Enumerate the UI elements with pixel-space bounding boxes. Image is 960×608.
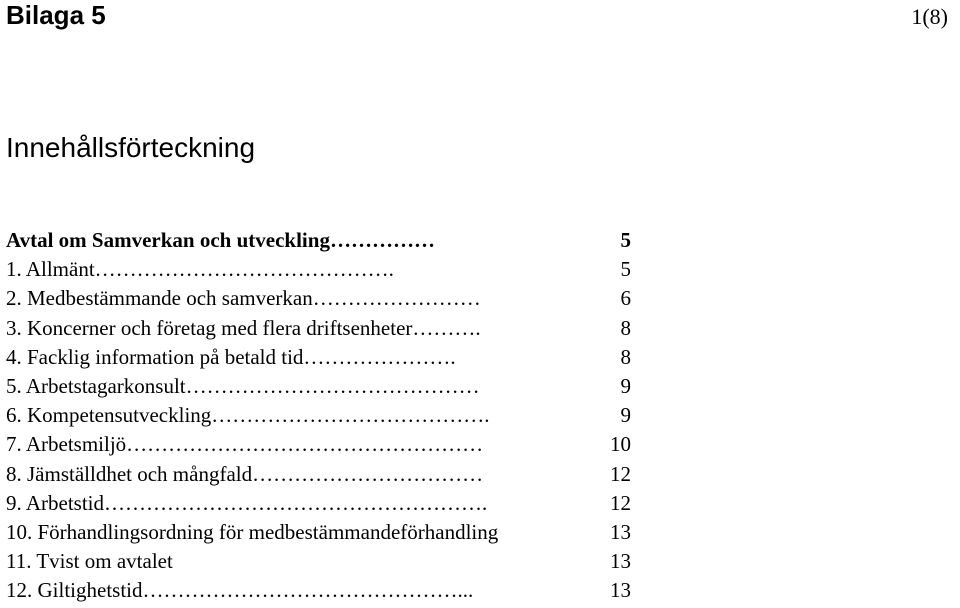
- appendix-title: Bilaga 5: [6, 0, 106, 30]
- toc-entry-page: 5: [620, 257, 631, 282]
- toc-entry[interactable]: [6, 547, 646, 576]
- toc-entry-title: 10. Förhandlingsordning för medbestämmandeförhandling: [6, 519, 499, 544]
- toc-entry-title: 9. Arbetstid……………………………………………….: [6, 490, 488, 515]
- toc-entry-title: Avtal om Samverkan och utveckling……………: [6, 228, 435, 252]
- toc-entry[interactable]: [6, 314, 646, 343]
- toc-entry-page: 13: [610, 578, 631, 603]
- table-of-contents: [6, 226, 646, 605]
- toc-entry-page: 8: [620, 344, 631, 369]
- toc-entry[interactable]: [6, 226, 646, 255]
- toc-entry-title: 2. Medbestämmande och samverkan……………………: [6, 286, 481, 311]
- toc-entry-title: 7. Arbetsmiljö……………………………………………: [6, 432, 484, 457]
- toc-entry-page: 13: [610, 519, 631, 544]
- toc-entry-page: 5: [620, 228, 631, 252]
- toc-entry-page: 12: [610, 461, 631, 486]
- toc-entry-title: 4. Facklig information på betald tid………………….: [6, 344, 456, 369]
- toc-entry-title: 8. Jämställdhet och mångfald……………………………: [6, 461, 484, 486]
- toc-entry-page: 8: [620, 315, 631, 340]
- toc-entry[interactable]: [6, 284, 646, 313]
- page-indicator: 1(8): [911, 4, 948, 29]
- toc-entry[interactable]: [6, 576, 646, 605]
- toc-entry-title: 12. Giltighetstid………………………………………...: [6, 578, 474, 603]
- toc-entry-page: 10: [610, 432, 631, 457]
- toc-entry-title: 6. Kompetensutveckling………………………………….: [6, 403, 490, 428]
- toc-entry-page: 13: [610, 549, 631, 574]
- toc-entry-title: 3. Koncerner och företag med flera driftsenheter……….: [6, 315, 481, 340]
- toc-entry-page: 12: [610, 490, 631, 515]
- toc-entry-title: 1. Allmänt…………………………………….: [6, 257, 394, 282]
- toc-entry-page: 9: [620, 403, 631, 428]
- toc-entry-title: 5. Arbetstagarkonsult……………………………………: [6, 373, 480, 398]
- toc-entry[interactable]: [6, 343, 646, 372]
- toc-entry[interactable]: [6, 372, 646, 401]
- toc-entry[interactable]: [6, 489, 646, 518]
- toc-entry[interactable]: [6, 255, 646, 284]
- toc-entry[interactable]: [6, 430, 646, 459]
- page-title: Innehållsförteckning: [6, 132, 256, 163]
- toc-entry-title: 11. Tvist om avtalet: [6, 549, 173, 574]
- toc-entry-page: 9: [620, 373, 631, 398]
- toc-entry[interactable]: [6, 518, 646, 547]
- toc-entry[interactable]: [6, 460, 646, 489]
- toc-entry[interactable]: [6, 401, 646, 430]
- toc-entry-page: 6: [620, 286, 631, 311]
